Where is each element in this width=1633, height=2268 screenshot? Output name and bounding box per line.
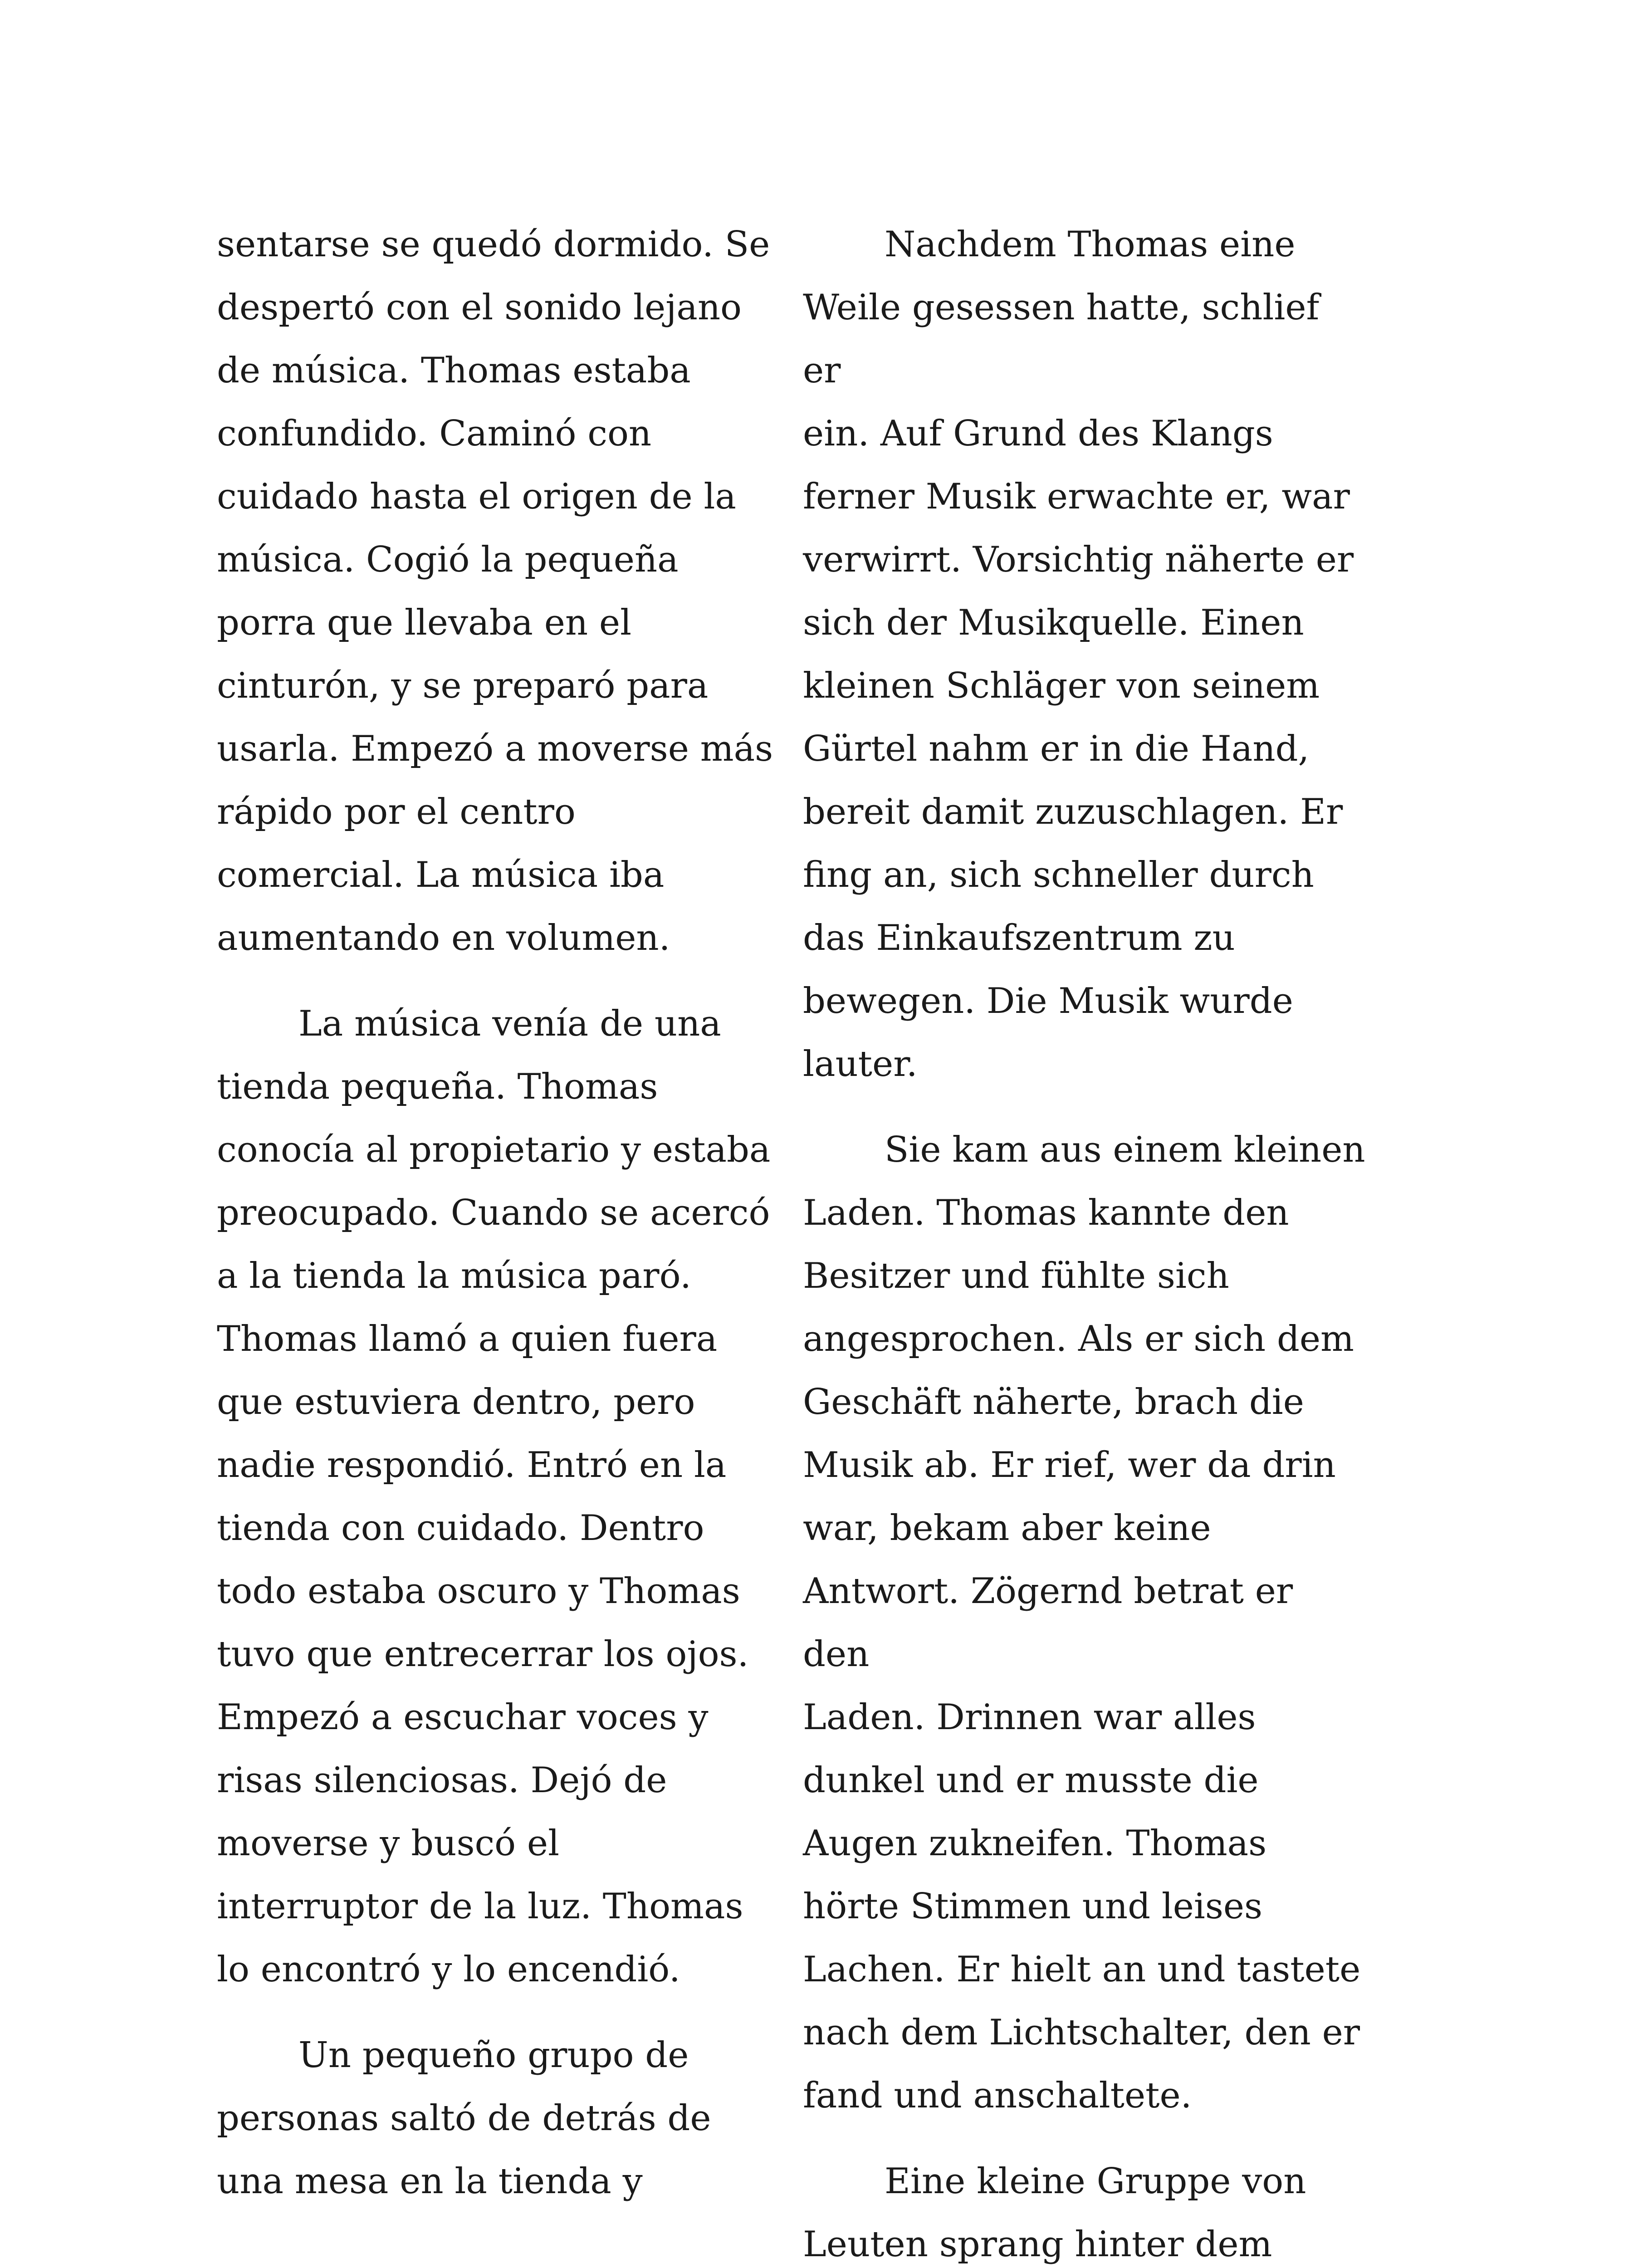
paragraph [217, 992, 779, 2001]
paragraph [803, 213, 1365, 1096]
paragraph-text: Un pequeño grupo de personas saltó de detrás de una mesa en la tienda y [217, 2035, 711, 2202]
paragraph [217, 213, 779, 970]
paragraph [217, 2024, 779, 2213]
paragraph-text: sentarse se quedó dormido. Se despertó con el sonido lejano de música. Thomas estaba confundido. Caminó con cuidado hasta el origen de la música. Cogió la pequeña porra que llevaba en el cinturón, y se preparó para usarla. Empezó a moverse más rápido por el centro comercial. La música iba aumentando en volumen. [217, 224, 773, 958]
spanish-text-column [217, 213, 779, 2236]
german-text-column [803, 213, 1365, 2268]
paragraph-text: Sie kam aus einem kleinen Laden. Thomas kannte den Besitzer und fühlte sich angesprochen. Als er sich dem Geschäft näherte, brach die Musik ab. Er rief, wer da drin war, bekam aber keine Antwort. Zögernd betrat er den Laden. Drinnen war alles dunkel und er musste die Augen zukneifen. Thomas hörte Stimmen und leises Lachen. Er hielt an und tastete nach dem Lichtschalter, den er fand und anschaltete. [803, 1129, 1365, 2116]
paragraph-text: La música venía de una tienda pequeña. Thomas conocía al propietario y estaba preocupado. Cuando se acercó a la tienda la música paró. Thomas llamó a quien fuera que estuviera dentro, pero nadie respondió. Entró en la tienda con cuidado. Dentro todo estaba oscuro y Thomas tuvo que entrecerrar los ojos. Empezó a escuchar voces y risas silenciosas. Dejó de moverse y buscó el interruptor de la luz. Thomas lo encontró y lo encendió. [217, 1003, 771, 1990]
paragraph-text: Nachdem Thomas eine Weile gesessen hatte, schlief er ein. Auf Grund des Klangs ferner Musik erwachte er, war verwirrt. Vorsichtig näherte er sich der Musikquelle. Einen kleinen Schläger von seinem Gürtel nahm er in die Hand, bereit damit zuzuschlagen. Er fing an, sich schneller durch das Einkaufszentrum zu bewegen. Die Musik wurde lauter. [803, 224, 1354, 1085]
paragraph [803, 2150, 1365, 2268]
paragraph-text: Eine kleine Gruppe von Leuten sprang hinter dem [803, 2161, 1306, 2265]
paragraph [803, 1119, 1365, 2127]
